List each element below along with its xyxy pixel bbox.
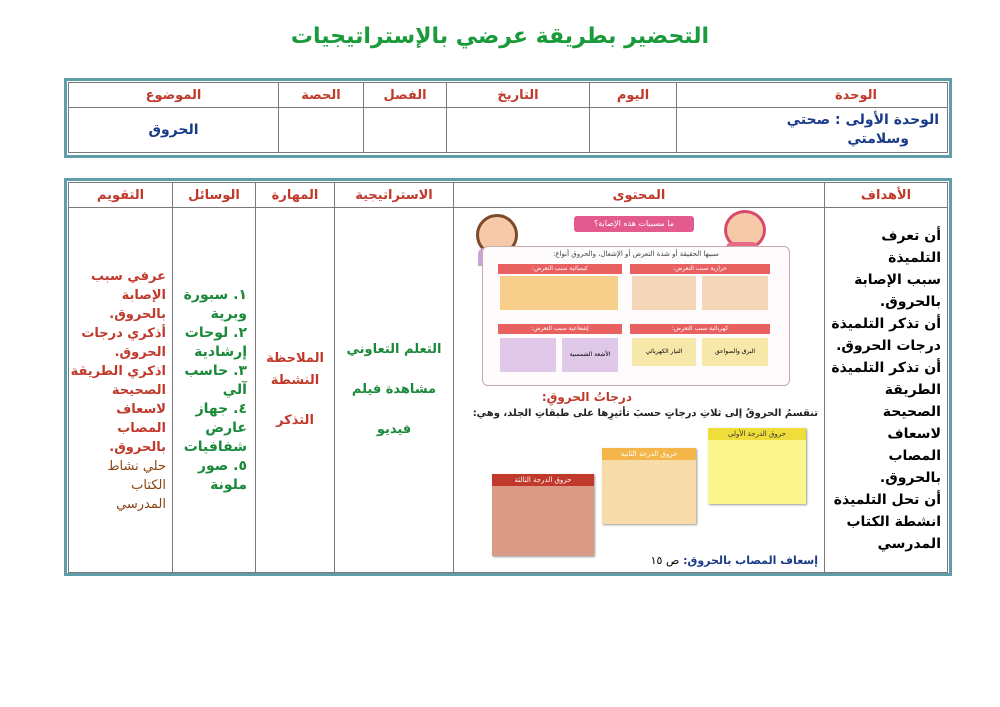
skill-line: النشطة bbox=[270, 373, 320, 388]
evaluation-line: اذكري الطريقة bbox=[70, 363, 166, 379]
header-unit: الوحدة bbox=[677, 83, 948, 108]
topic-value: الحروق bbox=[69, 108, 279, 153]
header-class: الفصل bbox=[364, 83, 447, 108]
header-content: المحتوى bbox=[454, 183, 825, 208]
unit-value-line1: الوحدة الأولى : صحتي bbox=[786, 112, 939, 128]
evaluation-line: المصاب بالحروق. bbox=[109, 420, 166, 455]
tool-line: شفافيات bbox=[183, 438, 247, 455]
skill-line: الملاحظة bbox=[266, 351, 324, 366]
goal-line: أن تعرف التلميذة bbox=[881, 228, 941, 266]
tool-line: آلي bbox=[222, 381, 247, 398]
goal-line: بالحروق. bbox=[879, 294, 941, 310]
evaluation-line: حلي نشاط الكتاب bbox=[107, 458, 166, 493]
strategy-line: مشاهدة فيلم فيديو bbox=[351, 382, 437, 437]
strategy-line: التعلم التعاوني bbox=[346, 342, 442, 357]
evaluation-line: الإصابة بالحروق. bbox=[109, 287, 166, 322]
header-topic: الموضوع bbox=[69, 83, 279, 108]
evaluation-red-block bbox=[69, 267, 172, 457]
page-title: التحضير بطريقة عرضي بالإستراتيجيات bbox=[290, 24, 710, 49]
evaluation-brown-block bbox=[69, 457, 172, 514]
goal-line: لاسعاف المصاب bbox=[887, 426, 941, 464]
card-chemical bbox=[500, 276, 618, 310]
evaluation-line: أذكري درجات bbox=[81, 325, 166, 341]
tool-line: ٢. لوحات bbox=[184, 324, 247, 341]
first-aid-label: إسعاف المصاب بالحروق: bbox=[683, 554, 818, 567]
tool-line: ٤. جهاز bbox=[195, 400, 247, 417]
evaluation-line: عرفي سبب bbox=[90, 268, 166, 284]
degree3-label: حروق الدرجة الثالثة bbox=[492, 474, 594, 486]
first-aid-page: ص ١٥ bbox=[650, 554, 680, 567]
tool-line: ٥. صور bbox=[197, 457, 247, 474]
tool-line: ملونة bbox=[210, 476, 247, 493]
content-cell bbox=[454, 208, 825, 573]
degree3-card bbox=[492, 474, 594, 556]
period-value bbox=[279, 108, 364, 153]
goal-line: الطريقة الصحيحة bbox=[882, 382, 941, 420]
card-radiation-1 bbox=[500, 338, 556, 372]
info-table bbox=[68, 82, 948, 153]
goal-line: سبب الإصابة bbox=[854, 272, 941, 288]
unit-value-line2: وسلامتي bbox=[847, 131, 909, 147]
header-day: اليوم bbox=[590, 83, 677, 108]
tool-line: عارض bbox=[205, 419, 247, 436]
goal-line: المدرسي bbox=[877, 536, 941, 552]
goals-cell bbox=[825, 208, 948, 573]
card-electric-header: كهربائية سبب التعرض: bbox=[630, 324, 770, 334]
goal-line: انشطة الكتاب bbox=[846, 514, 941, 530]
card-thermal-2 bbox=[702, 276, 768, 310]
card-electric-item-1: البرق والصواعق bbox=[702, 338, 768, 366]
evaluation-cell bbox=[69, 208, 173, 573]
goal-line: أن تحل التلميذة bbox=[833, 492, 941, 508]
causes-intro: سببها الحقيقة أو شدة التعرض أو الإشعال، والحروق أنواع: bbox=[553, 250, 719, 258]
card-electric-item-2: التيار الكهربائي bbox=[632, 338, 696, 366]
date-value bbox=[447, 108, 590, 153]
tool-line: وبرية bbox=[210, 305, 247, 322]
tool-line: ١. سبورة bbox=[183, 286, 247, 303]
speech-bubble: ما مسببات هذه الإصابة؟ bbox=[574, 216, 694, 232]
card-thermal-header: حرارية سبب التعرض: bbox=[630, 264, 770, 274]
header-evaluation: التقويم bbox=[69, 183, 173, 208]
skill-spacer bbox=[256, 392, 334, 410]
evaluation-line: الحروق. bbox=[114, 344, 166, 360]
evaluation-line: المدرسي bbox=[116, 496, 166, 512]
degree2-label: حروق الدرجة الثانية bbox=[602, 448, 696, 460]
card-chemical-header: كيميائية سبب التعرض: bbox=[498, 264, 622, 274]
content-illustration bbox=[456, 208, 822, 572]
card-radiation-header: إشعاعية سبب التعرض: bbox=[498, 324, 622, 334]
card-thermal bbox=[632, 276, 696, 310]
first-aid-footer bbox=[651, 554, 818, 567]
header-strategy: الاستراتيجية bbox=[335, 183, 454, 208]
evaluation-line: الصحيحة لاسعاف bbox=[111, 382, 166, 417]
unit-value bbox=[677, 108, 948, 153]
header-skill: المهارة bbox=[256, 183, 335, 208]
goal-line: أن تذكر التلميذة bbox=[831, 360, 941, 376]
strategy-cell bbox=[335, 208, 454, 573]
lesson-table bbox=[68, 182, 948, 573]
header-goals: الأهداف bbox=[825, 183, 948, 208]
card-radiation-2: الأشعة الشمسية bbox=[562, 338, 618, 372]
degrees-title: درجاتُ الحروقِ: bbox=[541, 390, 632, 404]
tool-line: إرشادية bbox=[194, 343, 247, 360]
goal-line: درجات الحروق. bbox=[836, 338, 941, 354]
tool-line: ٣. حاسب bbox=[184, 362, 247, 379]
skill-cell bbox=[256, 208, 335, 573]
header-period: الحصة bbox=[279, 83, 364, 108]
header-date: التاريخ bbox=[447, 83, 590, 108]
degree1-label: حروق الدرجة الأولى bbox=[708, 428, 806, 440]
goal-line: بالحروق. bbox=[879, 470, 941, 486]
skill-line: التذكر bbox=[276, 413, 314, 428]
header-tools: الوسائل bbox=[173, 183, 256, 208]
degrees-text: تنقسمُ الحروقُ إلى ثلاثِ درجاتٍ حسبَ تأثيرِها على طبقاتِ الجلد، وهي: bbox=[472, 408, 818, 419]
day-value bbox=[590, 108, 677, 153]
goal-line: أن تذكر التلميذة bbox=[831, 316, 941, 332]
tools-cell bbox=[173, 208, 256, 573]
class-value bbox=[364, 108, 447, 153]
